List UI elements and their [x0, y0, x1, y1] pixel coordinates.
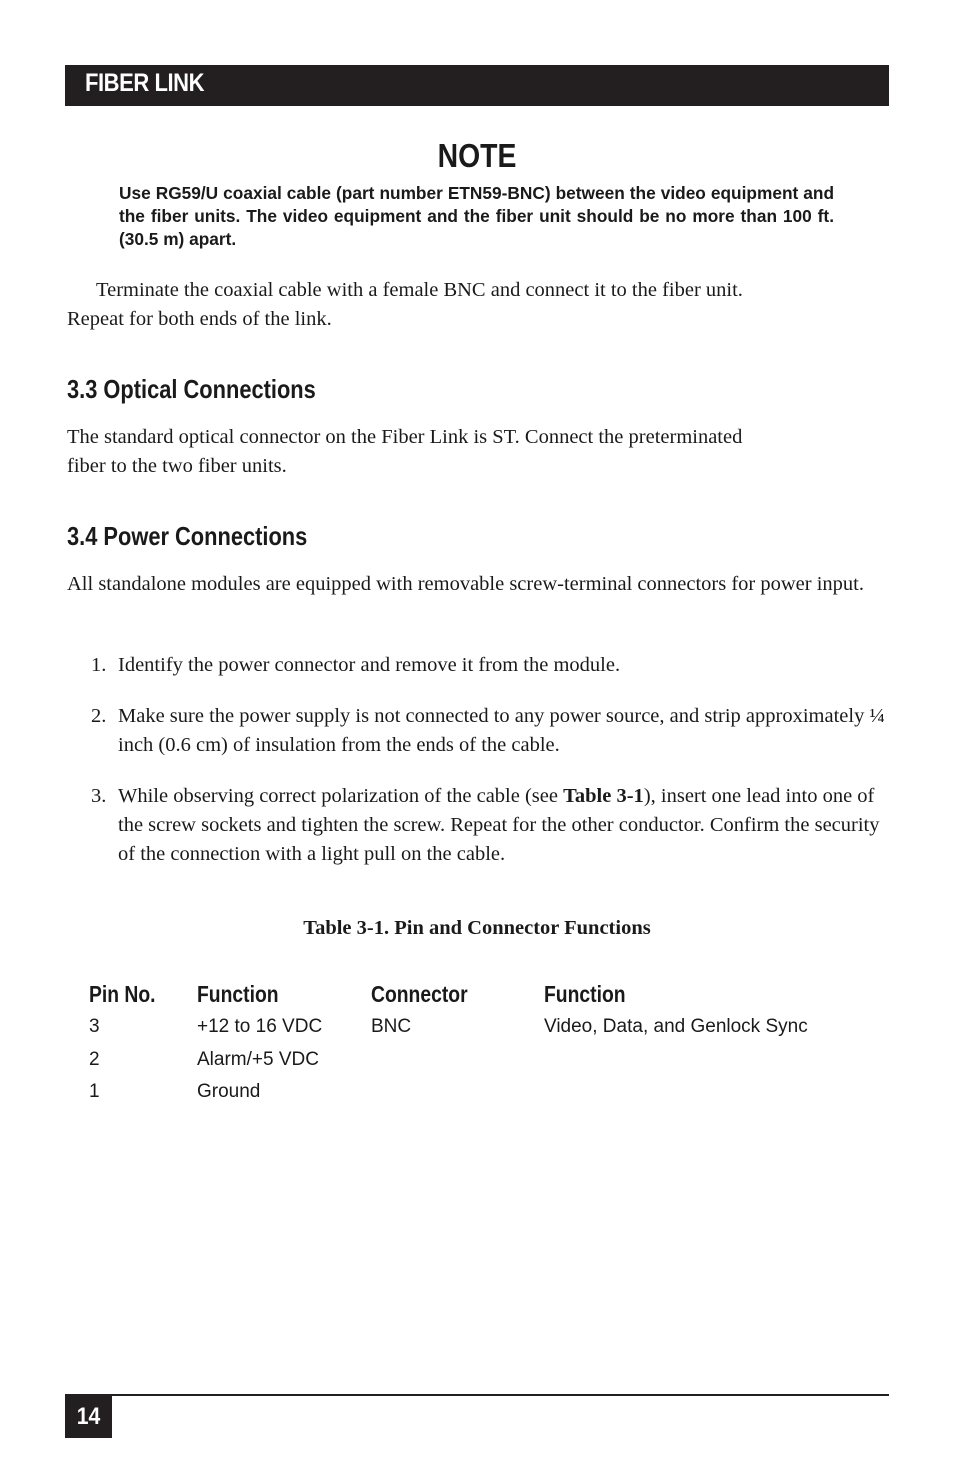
table-header-function-2: Function [544, 981, 626, 1007]
step-text: While observing correct polarization of the cable (see Table 3-1), insert one lead into one of the screw sockets and tighten the screw. Repeat for the other conductor. Confirm the security of the connection with a light pull on the cable. [118, 785, 880, 865]
table-cell: +12 to 16 VDC [197, 1016, 323, 1037]
table-cell: 3 [89, 1016, 100, 1037]
optical-paragraph: The standard optical connector on the Fiber Link is ST. Connect the preterminated fiber to the two fiber units. [67, 426, 743, 477]
step-text: Make sure the power supply is not connected to any power source, and strip approximately ¼ inch (0.6 cm) of insulation from the ends of the cable. [118, 705, 885, 756]
intro-line-2: Repeat for both ends of the link. [67, 308, 332, 330]
power-paragraph: All standalone modules are equipped with removable screw-terminal connectors for power input. [67, 573, 864, 595]
table-header-connector: Connector [371, 981, 468, 1007]
intro-paragraph [67, 276, 889, 334]
table-cell: Video, Data, and Genlock Sync [544, 1016, 808, 1037]
section-heading-power: 3.4 Power Connections [67, 521, 308, 551]
step-number: 3. [91, 785, 107, 807]
table-header-pin: Pin No. [89, 981, 156, 1007]
table-cell: 1 [89, 1081, 100, 1102]
table-cell: Ground [197, 1081, 261, 1102]
table-cell: 2 [89, 1049, 100, 1070]
page-number-box [65, 1396, 112, 1438]
note-text: Use RG59/U coaxial cable (part number ETN59-BNC) between the video equipment and the fiber units. The video equipment and the fiber unit should be no more than 100 ft. (30.5 m) apart. [119, 183, 834, 249]
section-heading-optical: 3.3 Optical Connections [67, 374, 316, 404]
page-number: 14 [76, 1403, 101, 1430]
running-header-title: FIBER LINK [85, 69, 205, 97]
table-cell: Alarm/+5 VDC [197, 1049, 319, 1070]
note-title: NOTE [437, 137, 517, 174]
footer-rule [65, 1394, 889, 1396]
intro-line-1: Terminate the coaxial cable with a female BNC and connect it to the fiber unit. [96, 279, 743, 301]
table-caption: Table 3-1. Pin and Connector Functions [303, 917, 651, 939]
table-header-function: Function [197, 981, 279, 1007]
table-reference: Table 3-1 [563, 785, 644, 807]
step-number: 1. [91, 654, 107, 676]
fraction-quarter: ¼ [869, 705, 885, 727]
table-cell: BNC [371, 1016, 412, 1037]
step-number: 2. [91, 705, 107, 727]
step-text: Identify the power connector and remove it from the module. [118, 654, 621, 676]
running-header [65, 65, 889, 106]
